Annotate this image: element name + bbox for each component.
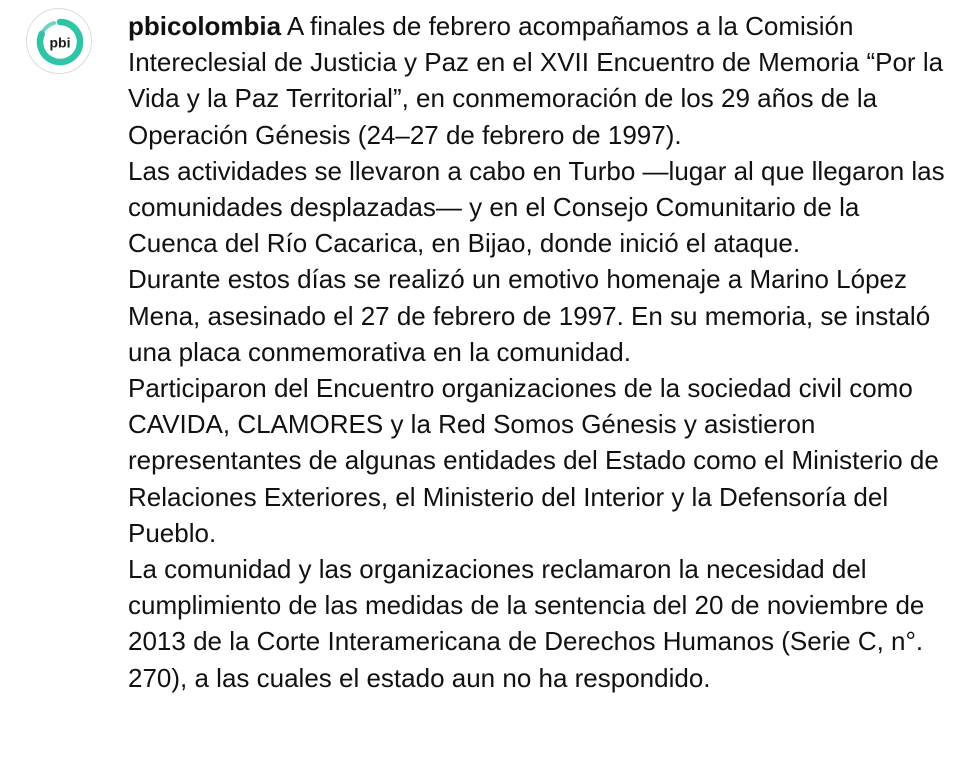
caption-paragraph-1 — [128, 8, 948, 153]
avatar[interactable] — [26, 8, 92, 74]
caption-paragraph-3: Durante estos días se realizó un emotivo homenaje a Marino López Mena, asesinado el 27 de febrero de 1997. En su memoria, se instaló una placa conmemorativa en la comunidad. — [128, 264, 931, 367]
username-link[interactable]: pbicolombia — [128, 11, 282, 41]
pbi-logo-icon — [27, 9, 93, 75]
caption-paragraph-2: Las actividades se llevaron a cabo en Turbo —lugar al que llegaron las comunidades desplazadas— y en el Consejo Comunitario de la Cuenca del Río Cacarica, en Bijao, donde inició el ataque. — [128, 155, 945, 259]
caption-text — [128, 8, 948, 696]
logo-text: pbi — [49, 34, 71, 51]
caption-paragraph-4: Participaron del Encuentro organizaciones de la sociedad civil como CAVIDA, CLAMORES y la Red Somos Génesis y asistieron representantes de algunas entidades del Estado como el Ministerio de Relaciones Exteriores, el Ministerio del Interior y la Defensoría del Pueblo. — [128, 373, 939, 548]
caption-paragraph-5: La comunidad y las organizaciones reclamaron la necesidad del cumplimiento de las medidas de la sentencia del 20 de noviembre de 2013 de la Corte Interamericana de Derechos Humanos (Serie C, n°. 270), a las cuales el estado aun no ha respondido. — [128, 554, 925, 693]
paragraph-text: A finales de febrero acompañamos a la Comisión Intereclesial de Justicia y Paz en el XVII Encuentro de Memoria “Por la Vida y la Paz Territorial”, en conmemoración de los 29 años de la Operación Génesis (24–27 de febrero de 1997). — [128, 11, 944, 150]
